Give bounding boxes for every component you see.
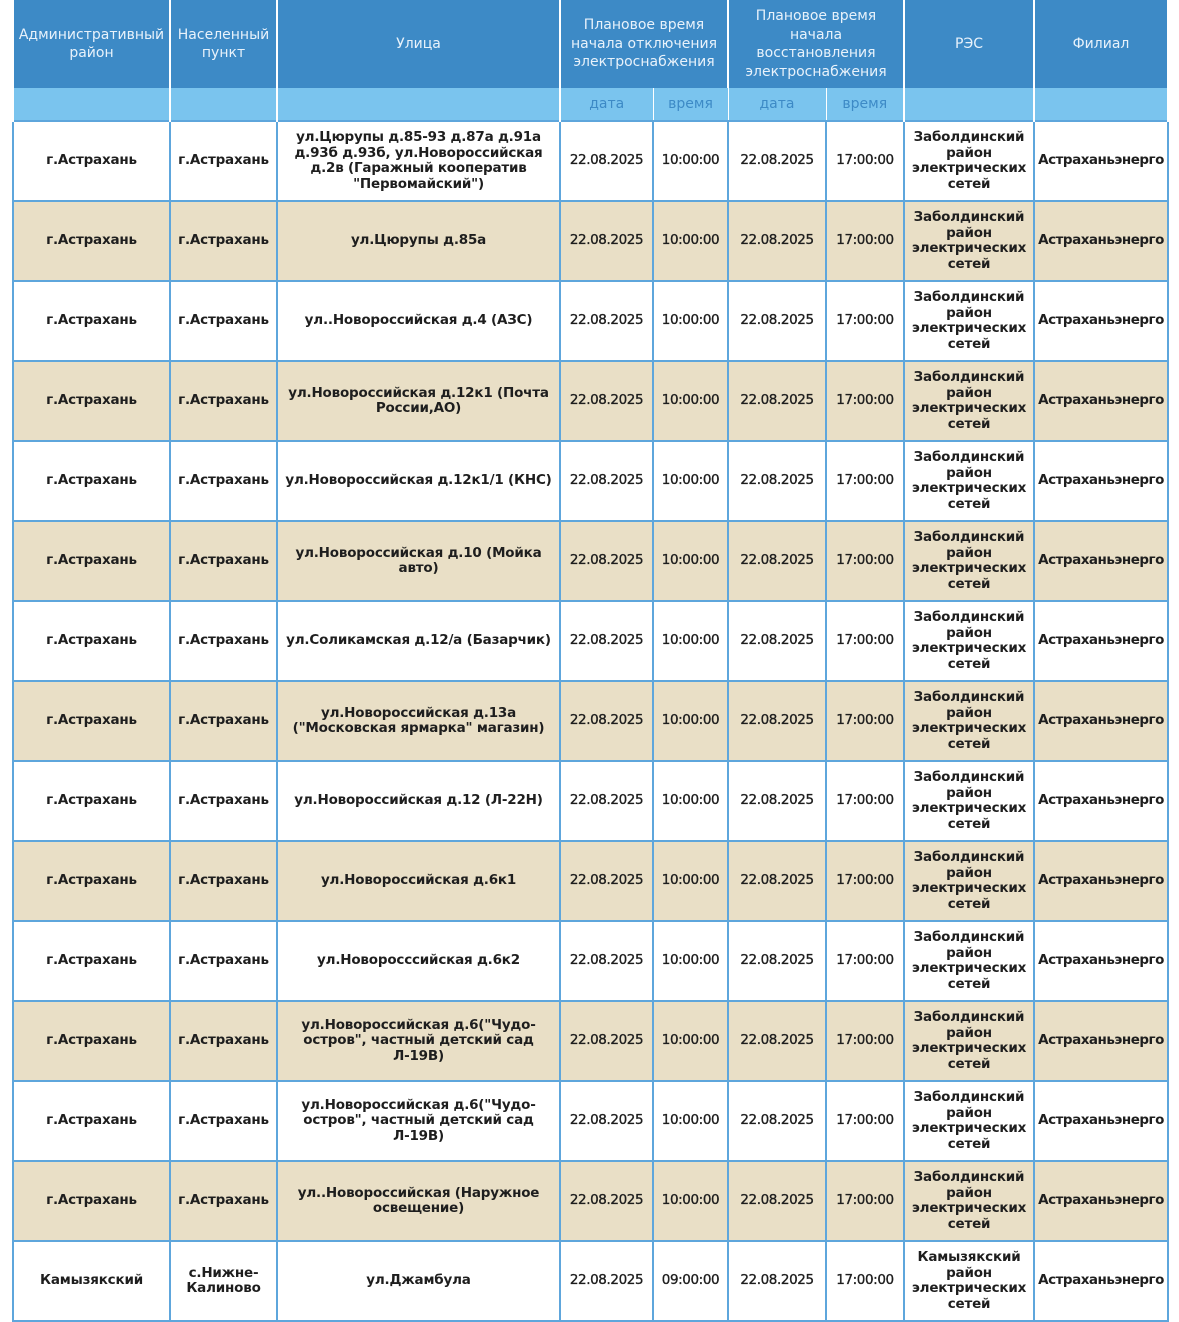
table-row — [13, 761, 1168, 841]
cell-off-date: 22.08.2025 — [560, 601, 653, 681]
cell-locality: г.Астрахань — [170, 201, 277, 281]
cell-off-time: 10:00:00 — [653, 601, 728, 681]
cell-district: г.Астрахань — [13, 841, 170, 921]
subheader-empty — [170, 88, 277, 121]
cell-on-time: 17:00:00 — [826, 121, 904, 201]
cell-district: г.Астрахань — [13, 681, 170, 761]
cell-on-time: 17:00:00 — [826, 1161, 904, 1241]
cell-branch: Астраханьэнерго — [1034, 521, 1168, 601]
cell-off-date: 22.08.2025 — [560, 841, 653, 921]
cell-res: Заболдинский район электрических сетей — [904, 681, 1034, 761]
cell-off-time: 10:00:00 — [653, 1161, 728, 1241]
cell-res: Камызякский район электрических сетей — [904, 1241, 1034, 1321]
subheader-off-date: дата — [560, 88, 653, 121]
cell-locality: г.Астрахань — [170, 441, 277, 521]
cell-street: ул.Новороссийская д.12к1 (Почта России,АО) — [277, 361, 560, 441]
cell-district: г.Астрахань — [13, 1081, 170, 1161]
cell-off-time: 10:00:00 — [653, 1001, 728, 1081]
column-header-locality: Населенный пункт — [170, 0, 277, 88]
cell-branch: Астраханьэнерго — [1034, 1081, 1168, 1161]
cell-res: Заболдинский район электрических сетей — [904, 361, 1034, 441]
cell-on-date: 22.08.2025 — [728, 761, 826, 841]
cell-branch: Астраханьэнерго — [1034, 841, 1168, 921]
cell-street: ул.Новороссийская д.12 (Л-22Н) — [277, 761, 560, 841]
cell-on-time: 17:00:00 — [826, 1241, 904, 1321]
cell-on-date: 22.08.2025 — [728, 1161, 826, 1241]
cell-on-date: 22.08.2025 — [728, 441, 826, 521]
cell-off-date: 22.08.2025 — [560, 1001, 653, 1081]
cell-on-time: 17:00:00 — [826, 201, 904, 281]
cell-street: ул.Новороссийская д.13а ("Московская ярмарка" магазин) — [277, 681, 560, 761]
cell-off-time: 09:00:00 — [653, 1241, 728, 1321]
cell-street: ул.Цюрупы д.85-93 д.87а д.91а д.93б д.93б, ул.Новороссийская д.2в (Гаражный кооператив "Первомайский") — [277, 121, 560, 201]
table-row — [13, 1081, 1168, 1161]
table-row — [13, 281, 1168, 361]
cell-locality: г.Астрахань — [170, 681, 277, 761]
cell-street: ул.Новороссийская д.12к1/1 (КНС) — [277, 441, 560, 521]
cell-branch: Астраханьэнерго — [1034, 1001, 1168, 1081]
table-row — [13, 681, 1168, 761]
table-row — [13, 601, 1168, 681]
cell-locality: с.Нижне-Калиново — [170, 1241, 277, 1321]
cell-on-time: 17:00:00 — [826, 681, 904, 761]
table-row — [13, 121, 1168, 201]
cell-locality: г.Астрахань — [170, 761, 277, 841]
cell-on-time: 17:00:00 — [826, 601, 904, 681]
cell-off-date: 22.08.2025 — [560, 1161, 653, 1241]
cell-district: г.Астрахань — [13, 521, 170, 601]
cell-branch: Астраханьэнерго — [1034, 121, 1168, 201]
cell-locality: г.Астрахань — [170, 361, 277, 441]
cell-district: Камызякский — [13, 1241, 170, 1321]
cell-off-time: 10:00:00 — [653, 361, 728, 441]
cell-district: г.Астрахань — [13, 761, 170, 841]
cell-off-date: 22.08.2025 — [560, 1241, 653, 1321]
header-row — [13, 0, 1168, 88]
cell-branch: Астраханьэнерго — [1034, 601, 1168, 681]
cell-street: ул.Новороссийская д.6("Чудо-остров", частный детский сад Л-19В) — [277, 1001, 560, 1081]
cell-res: Заболдинский район электрических сетей — [904, 121, 1034, 201]
cell-district: г.Астрахань — [13, 1001, 170, 1081]
cell-branch: Астраханьэнерго — [1034, 921, 1168, 1001]
cell-off-date: 22.08.2025 — [560, 921, 653, 1001]
cell-off-time: 10:00:00 — [653, 441, 728, 521]
column-header-branch: Филиал — [1034, 0, 1168, 88]
table-row — [13, 1161, 1168, 1241]
cell-off-time: 10:00:00 — [653, 121, 728, 201]
table-row — [13, 361, 1168, 441]
cell-res: Заболдинский район электрических сетей — [904, 601, 1034, 681]
cell-on-time: 17:00:00 — [826, 281, 904, 361]
cell-off-date: 22.08.2025 — [560, 1081, 653, 1161]
cell-locality: г.Астрахань — [170, 921, 277, 1001]
cell-on-date: 22.08.2025 — [728, 1241, 826, 1321]
cell-on-time: 17:00:00 — [826, 761, 904, 841]
cell-off-date: 22.08.2025 — [560, 361, 653, 441]
cell-branch: Астраханьэнерго — [1034, 281, 1168, 361]
cell-on-date: 22.08.2025 — [728, 681, 826, 761]
subheader-off-time: время — [653, 88, 728, 121]
cell-off-time: 10:00:00 — [653, 281, 728, 361]
cell-res: Заболдинский район электрических сетей — [904, 441, 1034, 521]
table-row — [13, 841, 1168, 921]
cell-res: Заболдинский район электрических сетей — [904, 1001, 1034, 1081]
table-body — [13, 121, 1168, 1321]
cell-off-date: 22.08.2025 — [560, 201, 653, 281]
cell-res: Заболдинский район электрических сетей — [904, 521, 1034, 601]
cell-res: Заболдинский район электрических сетей — [904, 1081, 1034, 1161]
cell-on-time: 17:00:00 — [826, 361, 904, 441]
cell-on-time: 17:00:00 — [826, 921, 904, 1001]
cell-off-time: 10:00:00 — [653, 681, 728, 761]
table-row — [13, 441, 1168, 521]
subheader-empty — [904, 88, 1034, 121]
cell-on-date: 22.08.2025 — [728, 361, 826, 441]
cell-district: г.Астрахань — [13, 1161, 170, 1241]
cell-street: ул.Соликамская д.12/а (Базарчик) — [277, 601, 560, 681]
cell-on-time: 17:00:00 — [826, 1001, 904, 1081]
cell-street: ул.Новороссийская д.6к1 — [277, 841, 560, 921]
cell-branch: Астраханьэнерго — [1034, 441, 1168, 521]
cell-street: ул..Новороссийская д.4 (АЗС) — [277, 281, 560, 361]
subheader-on-time: время — [826, 88, 904, 121]
cell-district: г.Астрахань — [13, 281, 170, 361]
cell-off-date: 22.08.2025 — [560, 521, 653, 601]
cell-off-date: 22.08.2025 — [560, 761, 653, 841]
cell-locality: г.Астрахань — [170, 601, 277, 681]
cell-branch: Астраханьэнерго — [1034, 761, 1168, 841]
outage-table — [12, 0, 1169, 1322]
cell-off-time: 10:00:00 — [653, 841, 728, 921]
subheader-row — [13, 88, 1168, 121]
cell-branch: Астраханьэнерго — [1034, 361, 1168, 441]
cell-branch: Астраханьэнерго — [1034, 1241, 1168, 1321]
cell-res: Заболдинский район электрических сетей — [904, 841, 1034, 921]
table-row — [13, 201, 1168, 281]
cell-res: Заболдинский район электрических сетей — [904, 761, 1034, 841]
cell-on-time: 17:00:00 — [826, 1081, 904, 1161]
cell-on-date: 22.08.2025 — [728, 1081, 826, 1161]
cell-res: Заболдинский район электрических сетей — [904, 201, 1034, 281]
cell-street: ул..Новороссийская (Наружное освещение) — [277, 1161, 560, 1241]
cell-district: г.Астрахань — [13, 121, 170, 201]
cell-on-time: 17:00:00 — [826, 521, 904, 601]
cell-off-time: 10:00:00 — [653, 201, 728, 281]
cell-off-date: 22.08.2025 — [560, 121, 653, 201]
cell-street: ул.Новороссийская д.10 (Мойка авто) — [277, 521, 560, 601]
cell-on-date: 22.08.2025 — [728, 201, 826, 281]
cell-branch: Астраханьэнерго — [1034, 1161, 1168, 1241]
cell-on-date: 22.08.2025 — [728, 521, 826, 601]
cell-locality: г.Астрахань — [170, 281, 277, 361]
cell-on-date: 22.08.2025 — [728, 601, 826, 681]
subheader-empty — [277, 88, 560, 121]
cell-district: г.Астрахань — [13, 601, 170, 681]
cell-on-date: 22.08.2025 — [728, 921, 826, 1001]
cell-district: г.Астрахань — [13, 921, 170, 1001]
cell-locality: г.Астрахань — [170, 121, 277, 201]
cell-district: г.Астрахань — [13, 441, 170, 521]
cell-off-date: 22.08.2025 — [560, 281, 653, 361]
cell-district: г.Астрахань — [13, 201, 170, 281]
cell-on-date: 22.08.2025 — [728, 121, 826, 201]
cell-street: ул.Цюрупы д.85а — [277, 201, 560, 281]
subheader-empty — [13, 88, 170, 121]
outage-schedule — [12, 0, 1167, 1322]
cell-on-date: 22.08.2025 — [728, 1001, 826, 1081]
cell-branch: Астраханьэнерго — [1034, 201, 1168, 281]
cell-street: ул.Джамбула — [277, 1241, 560, 1321]
cell-res: Заболдинский район электрических сетей — [904, 1161, 1034, 1241]
cell-res: Заболдинский район электрических сетей — [904, 281, 1034, 361]
table-row — [13, 521, 1168, 601]
cell-locality: г.Астрахань — [170, 1001, 277, 1081]
table-header — [13, 0, 1168, 121]
subheader-empty — [1034, 88, 1168, 121]
column-header-res: РЭС — [904, 0, 1034, 88]
cell-off-date: 22.08.2025 — [560, 441, 653, 521]
table-row — [13, 921, 1168, 1001]
cell-off-time: 10:00:00 — [653, 761, 728, 841]
cell-locality: г.Астрахань — [170, 521, 277, 601]
table-row — [13, 1241, 1168, 1321]
cell-off-date: 22.08.2025 — [560, 681, 653, 761]
cell-on-date: 22.08.2025 — [728, 841, 826, 921]
cell-off-time: 10:00:00 — [653, 921, 728, 1001]
cell-locality: г.Астрахань — [170, 1161, 277, 1241]
cell-district: г.Астрахань — [13, 361, 170, 441]
cell-street: ул.Новоросссийская д.6к2 — [277, 921, 560, 1001]
column-header-district: Административный район — [13, 0, 170, 88]
cell-off-time: 10:00:00 — [653, 1081, 728, 1161]
column-header-street: Улица — [277, 0, 560, 88]
cell-locality: г.Астрахань — [170, 841, 277, 921]
cell-off-time: 10:00:00 — [653, 521, 728, 601]
cell-on-time: 17:00:00 — [826, 441, 904, 521]
column-header-restore-start: Плановое время начала восстановления электроснабжения — [728, 0, 904, 88]
column-header-off-start: Плановое время начала отключения электроснабжения — [560, 0, 728, 88]
cell-locality: г.Астрахань — [170, 1081, 277, 1161]
cell-street: ул.Новороссийская д.6("Чудо-остров", частный детский сад Л-19В) — [277, 1081, 560, 1161]
cell-on-time: 17:00:00 — [826, 841, 904, 921]
table-row — [13, 1001, 1168, 1081]
subheader-on-date: дата — [728, 88, 826, 121]
cell-res: Заболдинский район электрических сетей — [904, 921, 1034, 1001]
cell-branch: Астраханьэнерго — [1034, 681, 1168, 761]
cell-on-date: 22.08.2025 — [728, 281, 826, 361]
